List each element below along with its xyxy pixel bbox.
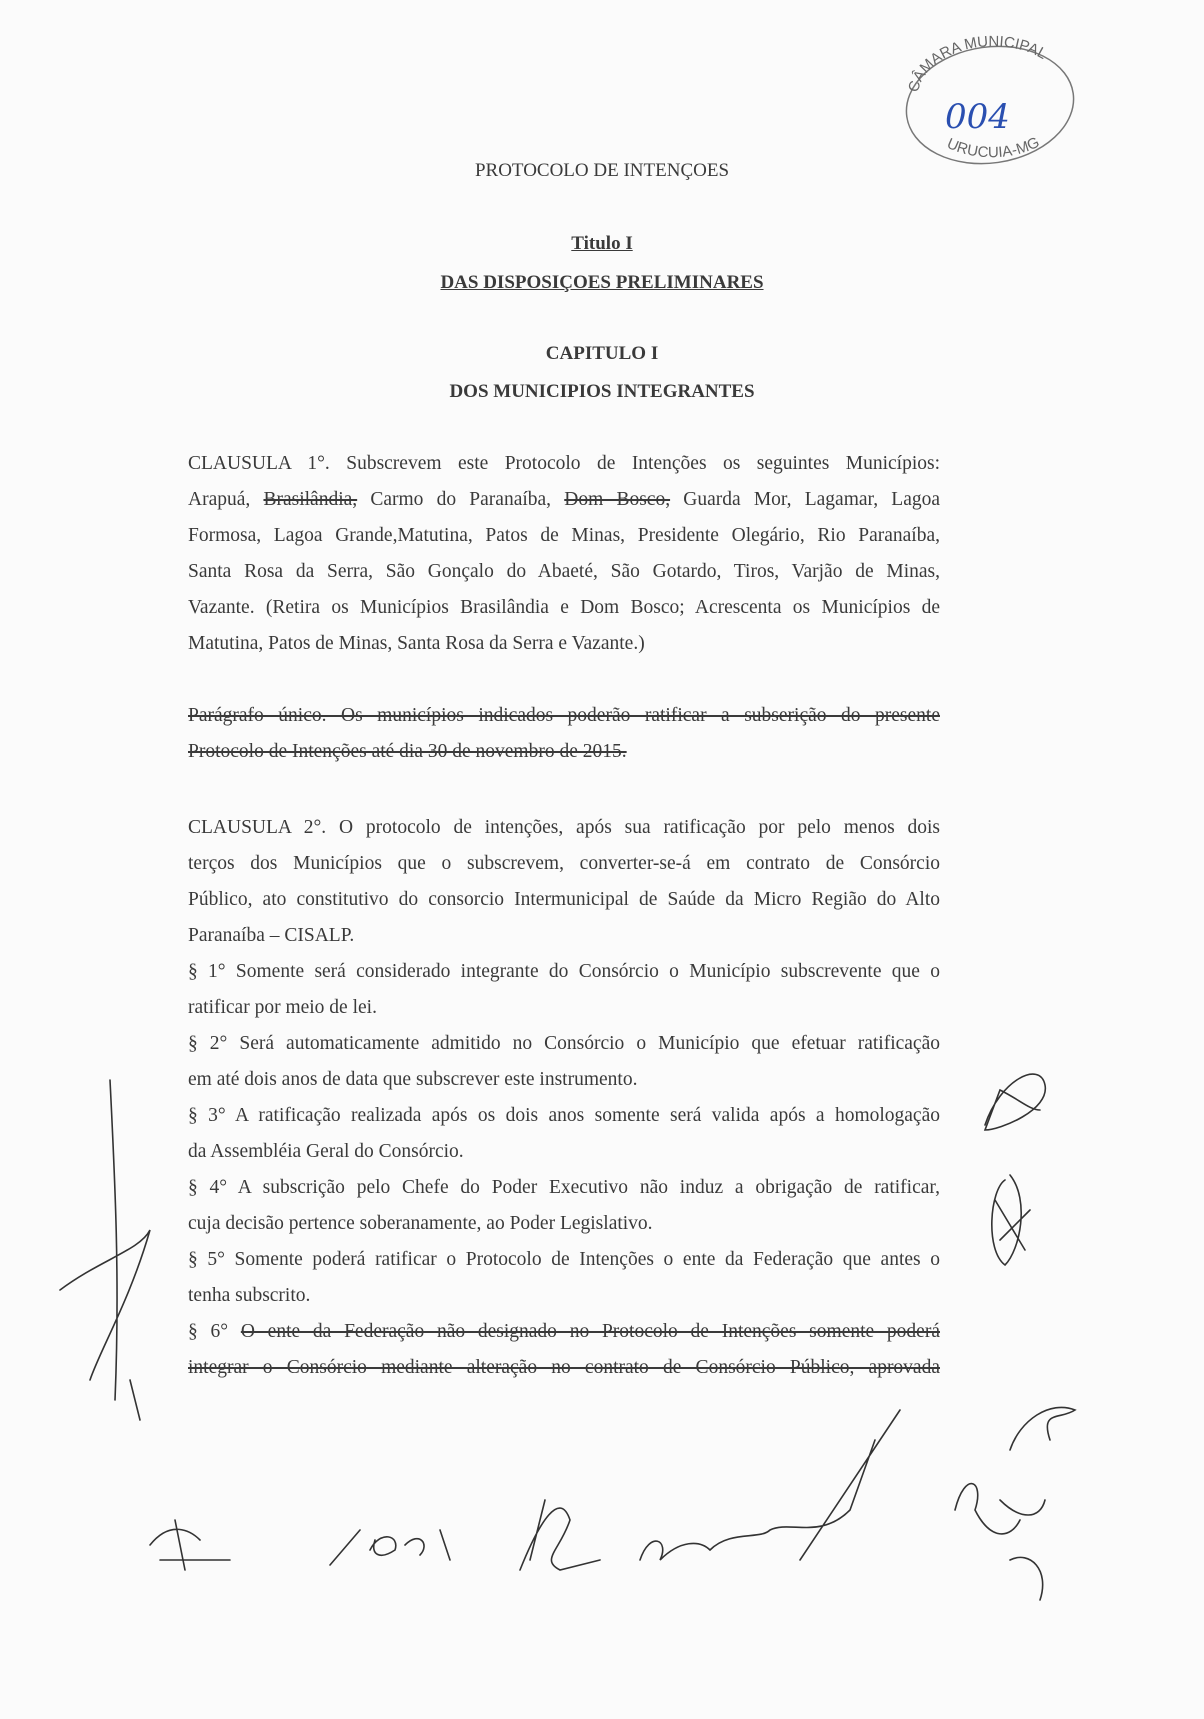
text-line bbox=[188, 1033, 940, 1055]
text-segment: Carmo do Paranaíba, bbox=[357, 489, 565, 510]
struck-text: Parágrafo único. Os municípios indicados poderão ratificar a subserição do presente bbox=[188, 705, 940, 726]
signature-bottom-5 bbox=[955, 1484, 1020, 1534]
text-segment: § 5° Somente poderá ratificar o Protocolo de Intenções o ente da Federação que antes o bbox=[188, 1249, 940, 1270]
text-line bbox=[188, 1285, 940, 1307]
text-segment: ratificar por meio de lei. bbox=[188, 997, 377, 1018]
text-line bbox=[188, 1069, 940, 1091]
capitulo-heading: CAPITULO I bbox=[545, 343, 659, 364]
text-segment: CLAUSULA 2°. O protocolo de intenções, após sua ratificação por pelo menos dois bbox=[188, 817, 940, 838]
text-segment: Guarda Mor, Lagamar, Lagoa bbox=[670, 489, 941, 510]
signature-right-3 bbox=[1000, 1407, 1075, 1600]
document-title: PROTOCOLO DE INTENÇOES bbox=[474, 160, 730, 181]
text-line bbox=[188, 889, 940, 911]
text-line bbox=[188, 1213, 940, 1235]
text-segment: Paranaíba – CISALP. bbox=[188, 925, 355, 946]
text-segment: Matutina, Patos de Minas, Santa Rosa da Serra e Vazante.) bbox=[188, 633, 645, 654]
signature-bottom-2 bbox=[330, 1530, 450, 1565]
text-line bbox=[188, 1357, 940, 1379]
text-line bbox=[188, 853, 940, 875]
struck-text: Dom Bosco, bbox=[564, 489, 671, 510]
titulo-heading: Titulo I bbox=[571, 233, 633, 254]
text-segment: Vazante. (Retira os Municípios Brasilândia e Dom Bosco; Acrescenta os Municípios de bbox=[188, 597, 940, 618]
text-segment: Público, ato constitutivo do consorcio Intermunicipal de Saúde da Micro Região do Alto bbox=[188, 889, 940, 910]
stamp-number: 004 bbox=[945, 97, 1010, 137]
text-line bbox=[188, 997, 940, 1019]
text-segment: Formosa, Lagoa Grande,Matutina, Patos de Minas, Presidente Olegário, Rio Paranaíba, bbox=[188, 525, 940, 546]
text-line bbox=[188, 1249, 940, 1271]
text-line bbox=[188, 489, 940, 511]
text-line bbox=[188, 453, 940, 475]
text-segment: § 3° A ratificação realizada após os dois anos somente será valida após a homologação bbox=[188, 1105, 940, 1126]
text-line bbox=[188, 1105, 940, 1127]
signature-bottom-4 bbox=[640, 1410, 900, 1560]
text-line bbox=[188, 961, 940, 983]
signature-bottom-1 bbox=[150, 1520, 230, 1570]
text-line bbox=[188, 1321, 940, 1343]
text-segment: terços dos Municípios que o subscrevem, converter-se-á em contrato de Consórcio bbox=[188, 853, 940, 874]
text-line bbox=[188, 1177, 940, 1199]
text-segment: tenha subscrito. bbox=[188, 1285, 311, 1306]
text-segment: § 1° Somente será considerado integrante do Consórcio o Município subscrevente que o bbox=[188, 961, 940, 982]
signature-left-margin bbox=[60, 1080, 150, 1420]
text-segment: da Assembléia Geral do Consórcio. bbox=[188, 1141, 464, 1162]
text-segment: § 6° bbox=[188, 1321, 241, 1342]
text-line bbox=[188, 525, 940, 547]
signature-right-2 bbox=[992, 1175, 1030, 1265]
text-segment: Arapuá, bbox=[188, 489, 264, 510]
text-line bbox=[188, 741, 940, 763]
text-segment: § 4° A subscrição pelo Chefe do Poder Executivo não induz a obrigação de ratificar, bbox=[188, 1177, 940, 1198]
struck-text: integrar o Consórcio mediante alteração no contrato de Consórcio Público, aprovada bbox=[188, 1357, 940, 1378]
text-line bbox=[188, 633, 940, 655]
text-line bbox=[188, 925, 940, 947]
text-segment: CLAUSULA 1°. Subscrevem este Protocolo de Intenções os seguintes Municípios: bbox=[188, 453, 940, 474]
text-line bbox=[188, 705, 940, 727]
struck-text: O ente da Federação não designado no Protocolo de Intenções somente poderá bbox=[240, 1321, 940, 1342]
text-segment: § 2° Será automaticamente admitido no Consórcio o Município que efetuar ratificação bbox=[188, 1033, 940, 1054]
signature-bottom-3 bbox=[520, 1500, 600, 1570]
text-line bbox=[188, 561, 940, 583]
text-segment: cuja decisão pertence soberanamente, ao Poder Legislativo. bbox=[188, 1213, 653, 1234]
stamp-bottom-text: URUCUIA-MG bbox=[944, 133, 1043, 162]
titulo-subheading: DAS DISPOSIÇOES PRELIMINARES bbox=[440, 272, 764, 293]
struck-text: Protocolo de Intenções até dia 30 de novembro de 2015. bbox=[188, 741, 627, 762]
text-line bbox=[188, 1141, 940, 1163]
text-line bbox=[188, 817, 940, 839]
text-segment: em até dois anos de data que subscrever este instrumento. bbox=[188, 1069, 638, 1090]
stamp-top-text: CÂMARA MUNICIPAL bbox=[905, 33, 1050, 95]
capitulo-subheading: DOS MUNICIPIOS INTEGRANTES bbox=[449, 381, 755, 402]
text-segment: Santa Rosa da Serra, São Gonçalo do Abaeté, São Gotardo, Tiros, Varjão de Minas, bbox=[188, 561, 940, 582]
text-line bbox=[188, 597, 940, 619]
signature-right-1 bbox=[985, 1074, 1045, 1130]
struck-text: Brasilândia, bbox=[263, 489, 358, 510]
